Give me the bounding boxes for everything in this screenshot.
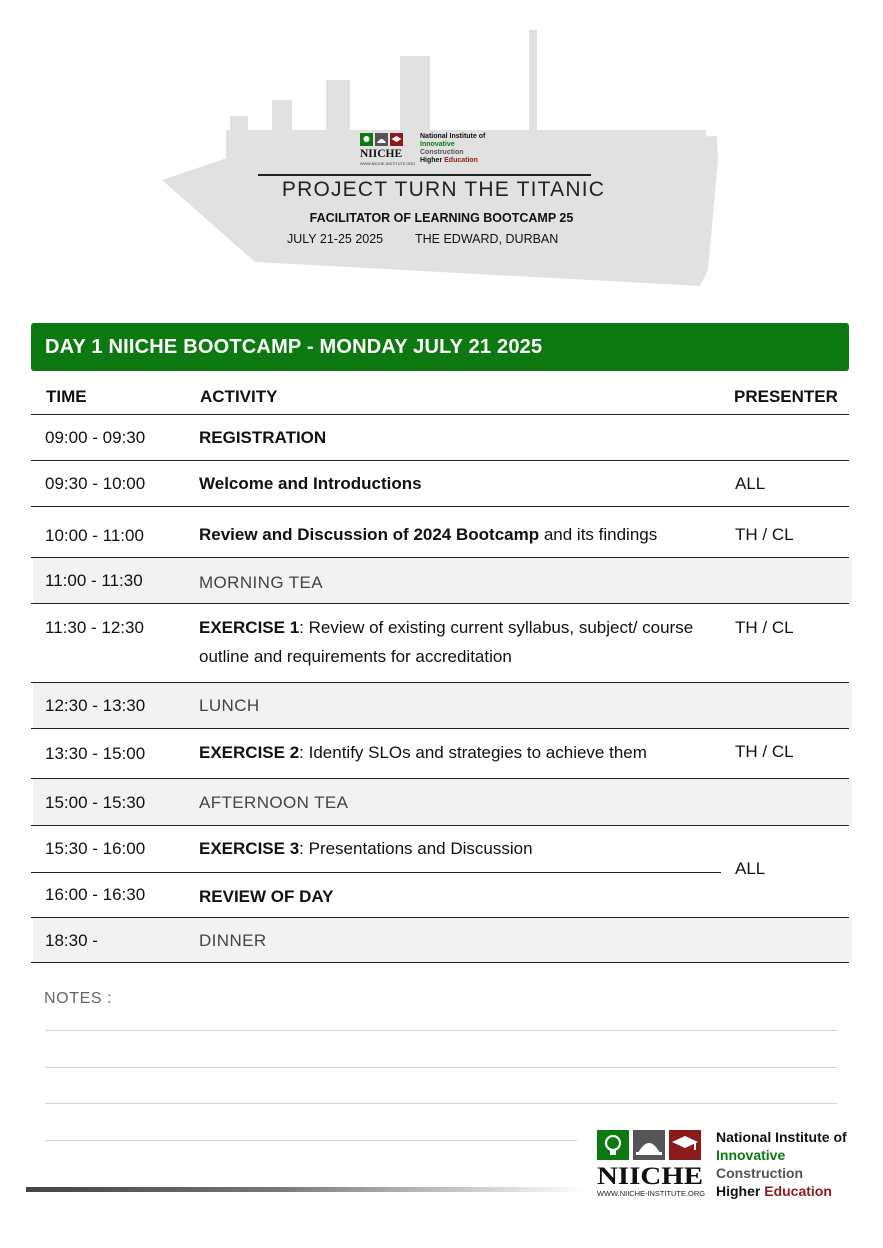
column-header-time: TIME (46, 387, 87, 406)
day-banner-title: DAY 1 NIICHE BOOTCAMP - MONDAY JULY 21 2025 (45, 336, 543, 358)
row-presenter: ALL (735, 474, 766, 493)
row-activity: REGISTRATION (199, 428, 327, 447)
row-divider (31, 682, 849, 683)
svg-text:National Institute of: National Institute of (420, 133, 486, 140)
row-activity: EXERCISE 1: Review of existing current syllabus, subject/ course outline and requirements for accreditation (199, 618, 694, 666)
row-presenter: TH / CL (735, 742, 794, 761)
footer-line4: Higher Education (716, 1183, 832, 1199)
notes-line (45, 1103, 837, 1104)
row-activity: EXERCISE 3: Presentations and Discussion (199, 839, 533, 858)
svg-text:NIICHE: NIICHE (597, 1163, 703, 1190)
row-divider (31, 778, 849, 779)
notes-label: NOTES : (44, 990, 113, 1007)
svg-text:Construction: Construction (420, 149, 464, 156)
row-activity: Welcome and Introductions (199, 474, 422, 493)
notes-line (45, 1067, 837, 1068)
row-divider (31, 414, 849, 415)
row-time: 12:30 - 13:30 (45, 696, 146, 715)
row-time: 09:30 - 10:00 (45, 474, 146, 493)
row-time: 11:00 - 11:30 (45, 571, 143, 590)
event-venue: THE EDWARD, DURBAN (415, 232, 559, 246)
row-time: 13:30 - 15:00 (45, 744, 146, 763)
column-header-activity: ACTIVITY (200, 387, 278, 406)
row-time: 10:00 - 11:00 (45, 526, 144, 545)
row-divider (31, 825, 849, 826)
row-divider (31, 603, 849, 604)
notes-line (45, 1030, 837, 1031)
row-time: 09:00 - 09:30 (45, 428, 146, 447)
row-time: 18:30 - (45, 931, 98, 950)
footer-institute-name (716, 1128, 847, 1200)
row-divider (31, 557, 849, 558)
header-rule (258, 174, 591, 176)
row-divider (31, 962, 849, 963)
row-divider (31, 460, 849, 461)
footer-logo (595, 1128, 710, 1200)
svg-text:Higher Education: Higher Education (420, 157, 478, 164)
event-dates: JULY 21-25 2025 (287, 232, 384, 246)
event-subtitle: FACILITATOR OF LEARNING BOOTCAMP 25 (309, 211, 574, 225)
row-time: 11:30 - 12:30 (45, 618, 144, 637)
row-presenter: TH / CL (735, 525, 794, 544)
column-header-presenter: PRESENTER (734, 387, 838, 406)
row-activity: LUNCH (199, 696, 260, 715)
row-divider (31, 917, 849, 918)
row-time: 16:00 - 16:30 (45, 885, 146, 904)
svg-text:NIICHE: NIICHE (360, 148, 403, 160)
row-divider (31, 872, 721, 873)
row-activity: MORNING TEA (199, 573, 324, 592)
svg-text:Innovative: Innovative (420, 141, 455, 148)
merged-presenter: ALL (735, 859, 766, 878)
row-time: 15:00 - 15:30 (45, 793, 146, 812)
header-logo (359, 132, 499, 168)
row-activity: REVIEW OF DAY (199, 887, 334, 906)
row-activity: EXERCISE 2: Identify SLOs and strategies to achieve them (199, 743, 647, 762)
row-divider (31, 506, 849, 507)
day-banner (31, 323, 849, 371)
row-presenter: TH / CL (735, 618, 794, 637)
notes-line (45, 1140, 577, 1141)
footer-line3: Construction (716, 1165, 804, 1181)
row-divider (31, 728, 849, 729)
row-time: 15:30 - 16:00 (45, 839, 146, 858)
svg-text:WWW.NIICHE-INSTITUTE.ORG: WWW.NIICHE-INSTITUTE.ORG (597, 1189, 706, 1198)
row-activity: Review and Discussion of 2024 Bootcamp and its findings (199, 525, 658, 544)
footer-bar (26, 1187, 586, 1192)
page-title: PROJECT TURN THE TITANIC (281, 178, 606, 201)
footer-line1: National Institute of (716, 1129, 847, 1145)
row-activity: DINNER (199, 931, 267, 950)
footer-line2: Innovative (716, 1147, 786, 1163)
svg-text:WWW.NIICHE-INSTITUTE.ORG: WWW.NIICHE-INSTITUTE.ORG (360, 162, 416, 166)
row-activity: AFTERNOON TEA (199, 793, 349, 812)
